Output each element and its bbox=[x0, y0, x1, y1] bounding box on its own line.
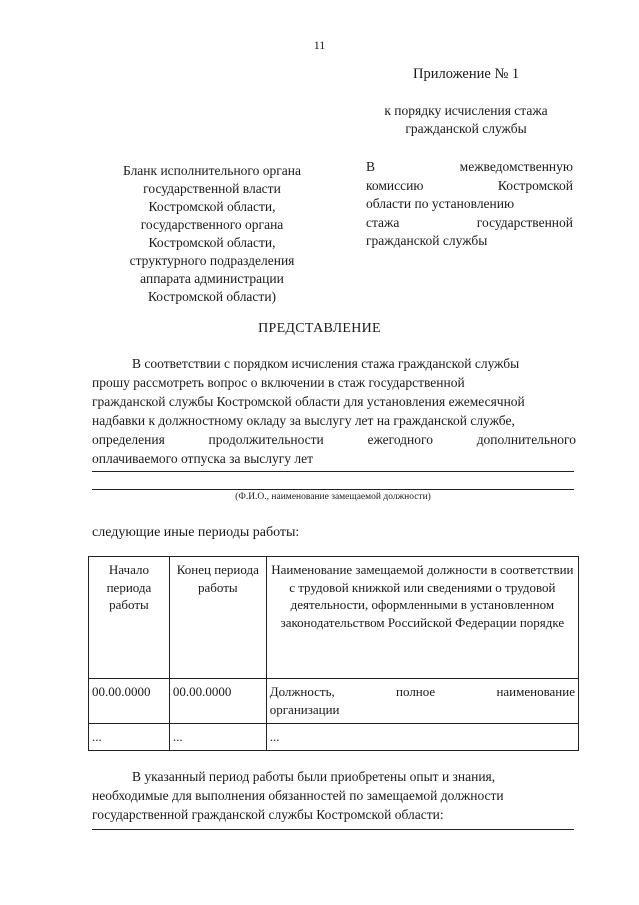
header-end: Конец периода работы bbox=[169, 557, 266, 679]
recipient-word: комиссию bbox=[366, 177, 424, 193]
intro-paragraph bbox=[92, 354, 576, 468]
intro-line: надбавки к должностному окладу за выслугу лет на гражданской службе, bbox=[92, 413, 515, 428]
cell-position: ... bbox=[266, 724, 578, 751]
appendix-subtitle-line: к порядку исчисления стажа bbox=[384, 103, 548, 118]
fill-in-line bbox=[92, 489, 574, 490]
org-line: государственной власти bbox=[143, 181, 281, 196]
intro-word: определения bbox=[92, 432, 165, 447]
cell-word: полное bbox=[396, 684, 436, 699]
org-line: структурного подразделения bbox=[129, 253, 295, 268]
recipient-line: области по установлению bbox=[366, 196, 515, 211]
cell-position-line: организации bbox=[269, 701, 340, 717]
page-number: 11 bbox=[313, 38, 326, 52]
recipient-word: В bbox=[366, 159, 376, 174]
periods-table bbox=[88, 556, 579, 751]
appendix-subtitle bbox=[346, 102, 586, 138]
org-line: Костромской области) bbox=[147, 289, 277, 304]
cell-position bbox=[266, 679, 578, 724]
org-line: аппарата администрации bbox=[140, 271, 284, 286]
closing-line: государственной гражданской службы Костромской области: bbox=[92, 807, 444, 822]
recipient-word: Костромской bbox=[497, 177, 573, 193]
table-row bbox=[89, 724, 579, 751]
cell-word: наименование bbox=[496, 684, 575, 699]
periods-label: следующие иные периоды работы: bbox=[92, 525, 300, 540]
recipient-word: стажа bbox=[366, 214, 400, 230]
cell-position-line bbox=[270, 683, 575, 701]
org-line: Бланк исполнительного органа bbox=[123, 163, 301, 178]
intro-word: дополнительного bbox=[476, 432, 576, 447]
fill-in-line bbox=[92, 471, 574, 472]
intro-line: оплачиваемого отпуска за выслугу лет bbox=[92, 451, 314, 466]
table-header-row bbox=[89, 557, 579, 679]
intro-line: гражданской службы Костромской области для установления ежемесячной bbox=[92, 394, 525, 409]
intro-line: В соответствии с порядком исчисления стажа гражданской службы bbox=[132, 356, 520, 371]
fill-in-line bbox=[92, 829, 574, 830]
recipient-block bbox=[366, 158, 573, 251]
recipient-line bbox=[366, 158, 573, 177]
table-row bbox=[89, 679, 579, 724]
header-position: Наименование замещаемой должности в соответствии с трудовой книжкой или сведениями о трудовой деятельности, оформленными в установленном законодательством Российской Федерации порядке bbox=[266, 557, 578, 679]
intro-word: продолжительности bbox=[208, 432, 324, 447]
recipient-word: государственной bbox=[476, 214, 573, 230]
cell-end: 00.00.0000 bbox=[169, 679, 266, 724]
document-title: ПРЕДСТАВЛЕНИЕ bbox=[258, 321, 381, 336]
cell-word: Должность, bbox=[269, 684, 335, 699]
recipient-line: гражданской службы bbox=[366, 233, 488, 248]
cell-end: ... bbox=[169, 724, 266, 751]
cell-start: 00.00.0000 bbox=[89, 679, 170, 724]
intro-line-text: прошу рассмотреть вопрос о включении в стаж государственной bbox=[92, 375, 465, 390]
recipient-word: межведомственную bbox=[459, 159, 573, 174]
org-line: Костромской области, bbox=[148, 199, 276, 214]
appendix-subtitle-line: гражданской службы bbox=[405, 121, 527, 136]
closing-line: В указанный период работы были приобретены опыт и знания, bbox=[132, 769, 496, 784]
header-start: Начало периода работы bbox=[89, 557, 170, 679]
cell-start: ... bbox=[89, 724, 170, 751]
intro-line bbox=[92, 430, 576, 449]
recipient-line bbox=[366, 177, 573, 196]
recipient-line bbox=[366, 214, 573, 233]
organization-block bbox=[98, 162, 326, 306]
org-line: государственного органа bbox=[140, 217, 284, 232]
appendix-title: Приложение № 1 bbox=[413, 66, 520, 82]
org-line: Костромской области, bbox=[148, 235, 276, 250]
intro-line bbox=[92, 373, 576, 392]
closing-line: необходимые для выполнения обязанностей по замещаемой должности bbox=[92, 788, 504, 803]
intro-word: ежегодного bbox=[367, 432, 433, 447]
field-caption: (Ф.И.О., наименование замещаемой должности) bbox=[235, 492, 431, 502]
closing-paragraph bbox=[92, 767, 576, 824]
